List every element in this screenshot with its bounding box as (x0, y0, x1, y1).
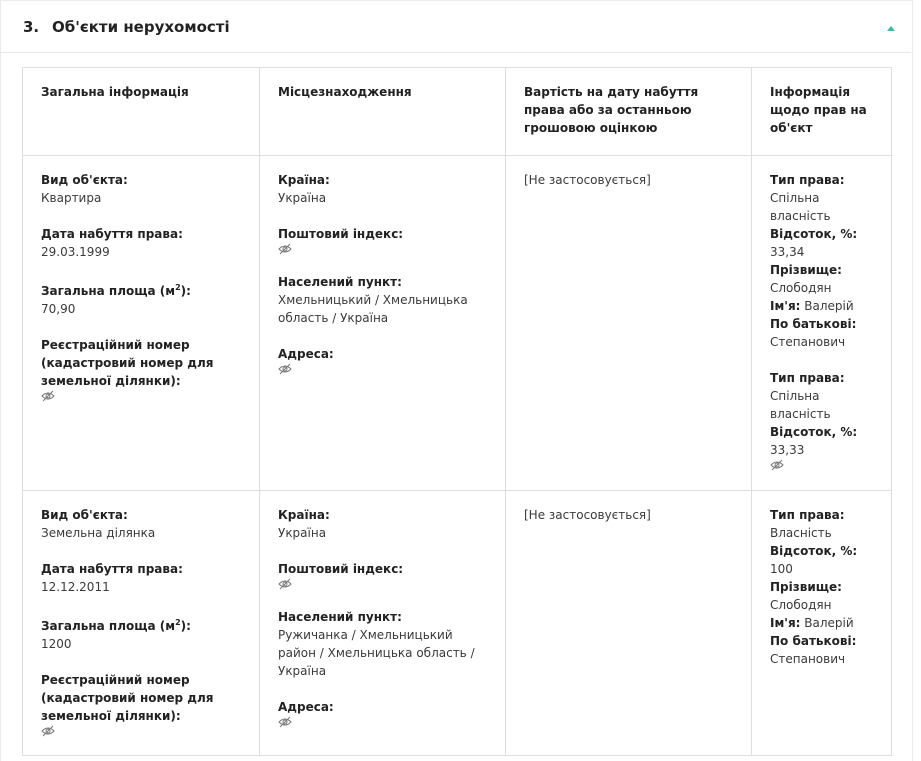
rights-cell (752, 491, 892, 756)
patronymic-label: По батькові: (770, 317, 857, 331)
settlement-label: Населений пункт: (278, 610, 402, 624)
surname-label: Прізвище: (770, 580, 842, 594)
address-label: Адреса: (278, 700, 334, 714)
area-value: 1200 (41, 637, 72, 651)
name-label: Ім'я: (770, 299, 801, 313)
general-info-cell (23, 491, 260, 756)
settlement-value: Ружичанка / Хмельницький район / Хмельницька область / Україна (278, 628, 475, 678)
real-estate-table (22, 67, 892, 756)
column-header-cost: Вартість на дату набуття права або за останньою грошовою оцінкою (506, 68, 752, 156)
chevron-up-icon[interactable] (887, 26, 895, 31)
right-type-label: Тип права: (770, 173, 845, 187)
acquisition-date-value: 12.12.2011 (41, 580, 110, 594)
patronymic-value: Степанович (770, 652, 846, 666)
share-label: Відсоток, %: (770, 227, 858, 241)
eye-slash-icon (41, 725, 55, 737)
surname-label: Прізвище: (770, 263, 842, 277)
patronymic-label: По батькові: (770, 634, 857, 648)
share-value: 100 (770, 562, 793, 576)
cost-cell (506, 156, 752, 491)
right-type-value: Спільна власність (770, 389, 831, 421)
country-value: Україна (278, 526, 327, 540)
registration-number-label: Реєстраційний номер (кадастровий номер для земельної ділянки): (41, 338, 214, 388)
right-type-value: Власність (770, 526, 832, 540)
eye-slash-icon (278, 716, 292, 728)
location-cell (260, 156, 506, 491)
acquisition-date-label: Дата набуття права: (41, 562, 183, 576)
object-type-value: Земельна ділянка (41, 526, 156, 540)
cost-value: [Не застосовується] (524, 173, 651, 187)
section-number: 3. (23, 18, 40, 36)
right-entry (770, 171, 875, 351)
column-header-location: Місцезнаходження (260, 68, 506, 156)
object-type-label: Вид об'єкта: (41, 508, 128, 522)
right-type-label: Тип права: (770, 508, 845, 522)
country-label: Країна: (278, 508, 330, 522)
table-row (23, 156, 892, 491)
section-header[interactable] (1, 1, 911, 53)
column-header-general: Загальна інформація (23, 68, 260, 156)
acquisition-date-value: 29.03.1999 (41, 245, 110, 259)
right-type-label: Тип права: (770, 371, 845, 385)
general-info-cell (23, 156, 260, 491)
table-header-row (23, 68, 892, 156)
share-label: Відсоток, %: (770, 544, 858, 558)
postcode-label: Поштовий індекс: (278, 562, 404, 576)
address-label: Адреса: (278, 347, 334, 361)
right-entry (770, 506, 875, 668)
country-value: Україна (278, 191, 327, 205)
settlement-label: Населений пункт: (278, 275, 402, 289)
share-value: 33,34 (770, 245, 805, 259)
postcode-label: Поштовий індекс: (278, 227, 404, 241)
settlement-value: Хмельницький / Хмельницька область / Україна (278, 293, 468, 325)
section-title: Об'єкти нерухомості (52, 18, 230, 36)
surname-value: Слободян (770, 598, 832, 612)
share-label: Відсоток, %: (770, 425, 858, 439)
patronymic-value: Степанович (770, 335, 846, 349)
object-type-label: Вид об'єкта: (41, 173, 128, 187)
cost-value: [Не застосовується] (524, 508, 651, 522)
surname-value: Слободян (770, 281, 832, 295)
country-label: Країна: (278, 173, 330, 187)
area-label: Загальна площа $(м^2)$: (41, 618, 191, 633)
area-value: 70,90 (41, 302, 76, 316)
eye-slash-icon (278, 363, 292, 375)
location-cell (260, 491, 506, 756)
eye-slash-icon (770, 459, 784, 471)
right-type-value: Спільна власність (770, 191, 831, 223)
registration-number-label: Реєстраційний номер (кадастровий номер для земельної ділянки): (41, 673, 214, 723)
eye-slash-icon (278, 578, 292, 590)
table-row (23, 491, 892, 756)
name-value: Валерій (804, 299, 854, 313)
rights-cell (752, 156, 892, 491)
name-label: Ім'я: (770, 616, 801, 630)
column-header-rights: Інформація щодо прав на об'єкт (752, 68, 892, 156)
area-label: Загальна площа $(м^2)$: (41, 283, 191, 298)
share-value: 33,33 (770, 443, 805, 457)
acquisition-date-label: Дата набуття права: (41, 227, 183, 241)
object-type-value: Квартира (41, 191, 102, 205)
name-value: Валерій (804, 616, 854, 630)
eye-slash-icon (41, 390, 55, 402)
right-entry (770, 369, 875, 471)
cost-cell (506, 491, 752, 756)
eye-slash-icon (278, 243, 292, 255)
